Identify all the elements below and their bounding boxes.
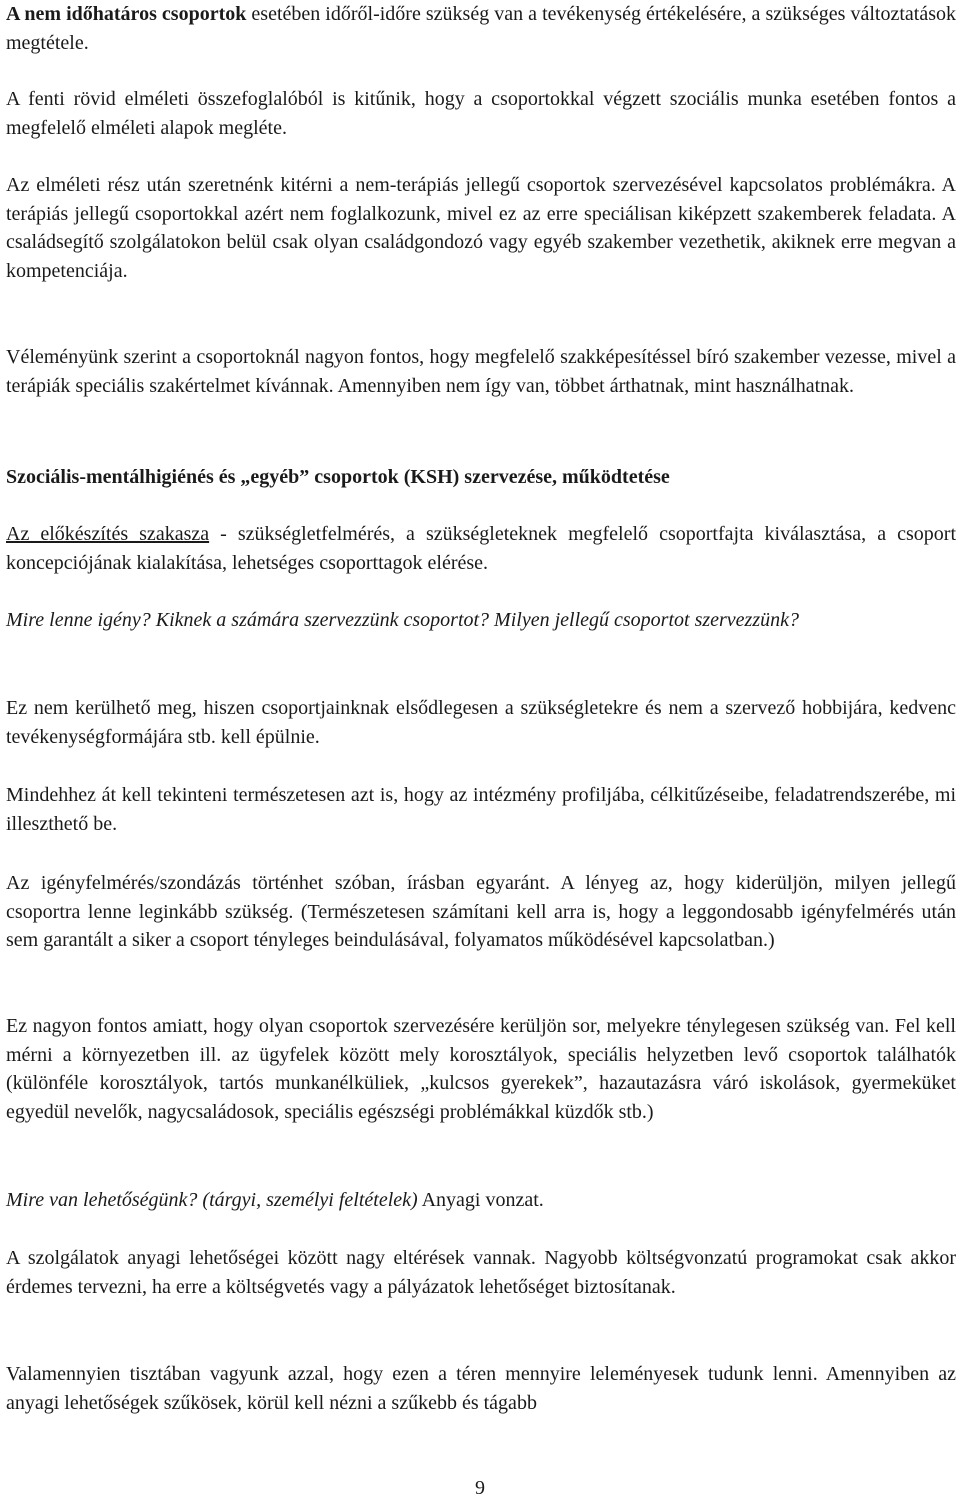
paragraph-4: Véleményünk szerint a csoportoknál nagyon fontos, hogy megfelelő szakképesítéssel bíró szakember vezesse, mivel a terápiák speciális szakértelmet kívánnak. Amennyiben nem így van, többet árthatnak, mint használhatnak. xyxy=(6,346,956,397)
underlined-term: Az előkészítés szakasza xyxy=(6,523,210,545)
paragraph-12: A szolgálatok anyagi lehetőségei között nagy eltérések vannak. Nagyobb költségvonzatú programokat csak akkor érdemes tervezni, ha erre a költségvetés vagy a pályázatok lehetőséget biztosítanak. xyxy=(6,1247,956,1298)
paragraph-13: Valamennyien tisztában vagyunk azzal, hogy ezen a téren mennyire leleményesek tudunk lenni. Amennyiben az anyagi lehetőségek szűkösek, körül kell nézni a szűkebb és tágabb xyxy=(6,1363,956,1414)
paragraph-11: Mire van lehetőségünk? (tárgyi, személyi feltételek) Anyagi vonzat. xyxy=(6,1189,544,1211)
paragraph-7: Ez nem kerülhető meg, hiszen csoportjainknak elsődlegesen a szükségletekre és nem a szervező hobbijára, kedvenc tevékenységformájára stb. kell épülnie. xyxy=(6,697,956,748)
paragraph-5: Az előkészítés szakasza - szükségletfelmérés, a szükségleteknek megfelelő csoportfajta kiválasztása, a csoport koncepciójának kialakítása, lehetséges csoporttagok elérése. xyxy=(6,523,957,574)
page-number: 9 xyxy=(475,1477,485,1499)
paragraph-2: A fenti rövid elméleti összefoglalóból is kitűnik, hogy a csoportokkal végzett szociális munka esetében fontos a megfelelő elméleti alapok megléte. xyxy=(6,88,956,139)
paragraph-9: Az igényfelmérés/szondázás történhet szóban, írásban egyaránt. A lényeg az, hogy kiderüljön, milyen jellegű csoportra lenne leginkább szükség. (Természetesen számítani kell arra is, hogy a leggondosabb igényfelmérés után sem garantált a siker a csoport tényleges beindulásával, folyamatos működésével kapcsolatban.) xyxy=(6,872,956,952)
paragraph-8: Mindehhez át kell tekinteni természetesen azt is, hogy az intézmény profiljába, célkitűzéseibe, feladatrendszerébe, mi illeszthető be. xyxy=(6,784,956,835)
italic-question: Mire van lehetőségünk? (tárgyi, személyi feltételek) xyxy=(6,1189,418,1211)
paragraph-3: Az elméleti rész után szeretnénk kitérni a nem-terápiás jellegű csoportok szervezésével kapcsolatos problémákra. A terápiás jellegű csoportokkal azért nem foglalkozunk, mivel ez az erre speciálisan kiképzett szakemberek feladata. A családsegítő szolgálatokon belül csak olyan családgondozó vagy egyéb szakember vezethetik, akiknek erre megvan a kompetenciája. xyxy=(6,174,956,282)
paragraph-1: A nem időhatáros csoportok esetében időről-időre szükség van a tevékenység értékelésére, a szükséges változtatások megtétele. xyxy=(6,3,956,54)
paragraph-6: Mire lenne igény? Kiknek a számára szervezzünk csoportot? Milyen jellegű csoportot szervezzünk? xyxy=(6,609,799,631)
bold-lead: A nem időhatáros csoportok xyxy=(6,3,247,25)
paragraph-10: Ez nagyon fontos amiatt, hogy olyan csoportok szervezésére kerüljön sor, melyekre ténylegesen szükség van. Fel kell mérni a környezetben ill. az ügyfelek között mely korosztályok, speciális helyzetben levő csoportok találhatók (különféle korosztályok, tartós munkanélküliek, „kulcsos gyerekek”, hazautazásra váró iskolások, gyermeküket egyedül nevelők, nagycsaládosok, speciális egészségi problémákkal küzdők stb.) xyxy=(6,1015,956,1123)
section-heading: Szociális-mentálhigiénés és „egyéb” csoportok (KSH) szervezése, működtetése xyxy=(6,466,670,488)
